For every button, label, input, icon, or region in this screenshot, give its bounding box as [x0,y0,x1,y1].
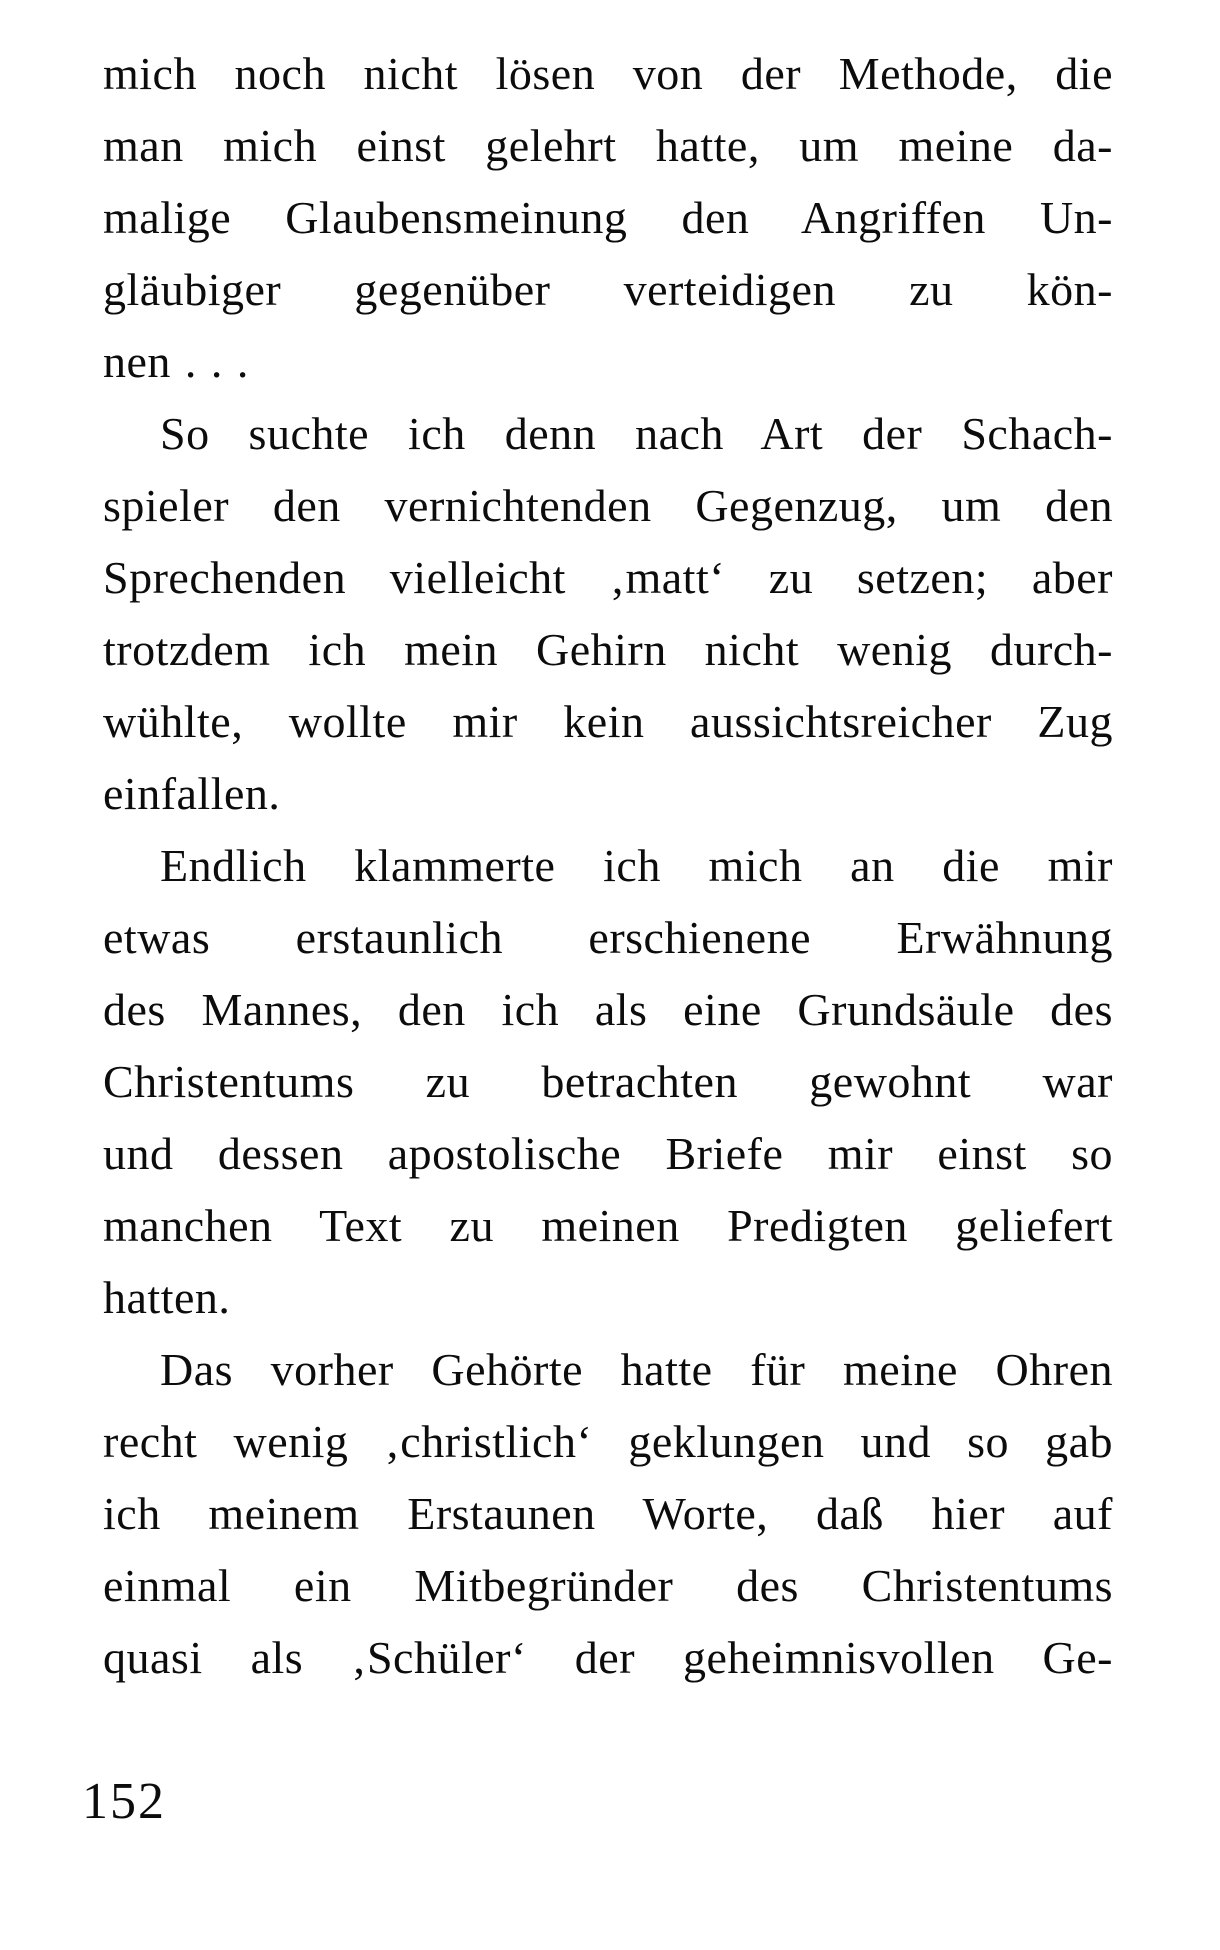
text-line: Endlich klammerte ich mich an die mir [160,840,1113,891]
paragraph [103,398,1113,830]
text-line: gläubiger gegenüber verteidigen zu kön- [103,264,1113,315]
text-line: Sprechenden vielleicht ‚matt‘ zu setzen; aber [103,552,1113,603]
text-line: recht wenig ‚christlich‘ geklungen und so gab [103,1416,1113,1467]
body-text [103,38,1113,1694]
text-line: Christentums zu betrachten gewohnt war [103,1056,1113,1107]
text-line: trotzdem ich mein Gehirn nicht wenig durch- [103,624,1113,675]
paragraph [103,38,1113,398]
text-line: des Mannes, den ich als eine Grundsäule des [103,984,1113,1035]
text-line: nen . . . [103,336,249,387]
text-line: spieler den vernichtenden Gegenzug, um den [103,480,1113,531]
text-line: Das vorher Gehörte hatte für meine Ohren [160,1344,1113,1395]
text-line: einfallen. [103,768,281,819]
paragraph [103,1334,1113,1694]
text-line: mich noch nicht lösen von der Methode, die [103,48,1113,99]
text-line: einmal ein Mitbegründer des Christentums [103,1560,1113,1611]
text-line: quasi als ‚Schüler‘ der geheimnisvollen Ge- [103,1632,1113,1683]
text-line: hatten. [103,1272,231,1323]
text-line: wühlte, wollte mir kein aussichtsreicher Zug [103,696,1113,747]
text-line: ich meinem Erstaunen Worte, daß hier auf [103,1488,1113,1539]
text-line: So suchte ich denn nach Art der Schach- [160,408,1113,459]
text-line: malige Glaubensmeinung den Angriffen Un- [103,192,1113,243]
page-number: 152 [82,1773,166,1830]
paragraph [103,830,1113,1334]
text-line: manchen Text zu meinen Predigten geliefert [103,1200,1113,1251]
text-line: man mich einst gelehrt hatte, um meine da- [103,120,1113,171]
text-line: und dessen apostolische Briefe mir einst so [103,1128,1113,1179]
text-line: etwas erstaunlich erschienene Erwähnung [103,912,1113,963]
